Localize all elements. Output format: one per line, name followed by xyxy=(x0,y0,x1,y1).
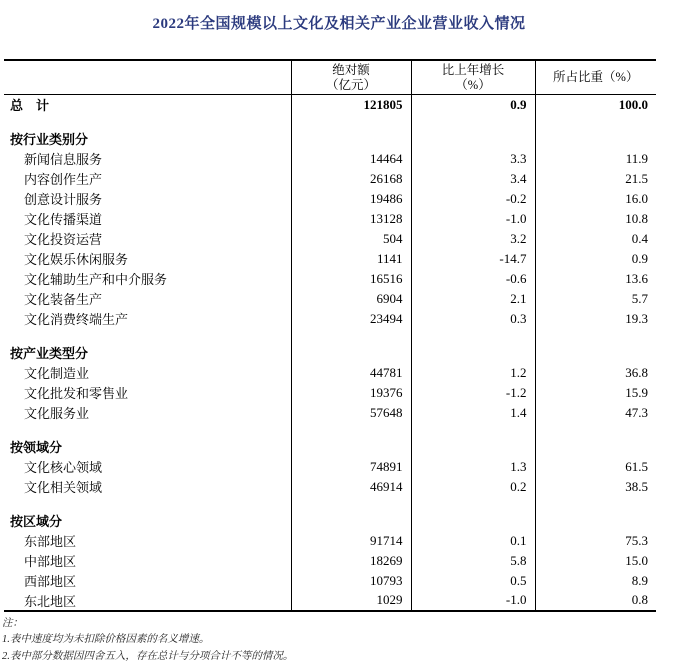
cell-share: 13.6 xyxy=(535,269,656,289)
cell-absolute-amount xyxy=(291,115,411,129)
row-label: 文化服务业 xyxy=(24,406,90,421)
cell-share: 10.8 xyxy=(535,209,656,229)
table-row xyxy=(4,383,656,403)
table-row xyxy=(4,457,656,477)
cell-share xyxy=(535,329,656,343)
cell-growth: 0.3 xyxy=(411,309,535,329)
cell-share xyxy=(535,115,656,129)
cell-share: 0.4 xyxy=(535,229,656,249)
cell-share: 19.3 xyxy=(535,309,656,329)
row-label: 内容创作生产 xyxy=(24,172,103,187)
cell-share: 15.0 xyxy=(535,551,656,571)
row-label: 总 计 xyxy=(10,98,50,114)
cell-share: 0.9 xyxy=(535,249,656,269)
row-label: 按行业类别分 xyxy=(10,132,89,147)
cell-growth: 1.2 xyxy=(411,363,535,383)
table-row xyxy=(4,289,656,309)
row-label: 西部地区 xyxy=(24,574,77,589)
cell-growth: 0.5 xyxy=(411,571,535,591)
section-header-row xyxy=(4,129,656,149)
table-row xyxy=(4,269,656,289)
cell-share: 11.9 xyxy=(535,149,656,169)
cell-growth xyxy=(411,423,535,437)
row-label xyxy=(4,329,291,343)
footnotes xyxy=(2,616,678,663)
row-label: 文化传播渠道 xyxy=(24,212,103,227)
cell-absolute-amount xyxy=(291,329,411,343)
table-row xyxy=(4,189,656,209)
row-label: 创意设计服务 xyxy=(24,192,103,207)
cell-absolute-amount xyxy=(291,129,411,149)
cell-absolute-amount: 1141 xyxy=(291,249,411,269)
table-row xyxy=(4,229,656,249)
spacer-row xyxy=(4,497,656,511)
cell-growth: -1.0 xyxy=(411,209,535,229)
cell-growth xyxy=(411,343,535,363)
table-row xyxy=(4,249,656,269)
cell-absolute-amount: 16516 xyxy=(291,269,411,289)
cell-share xyxy=(535,437,656,457)
cell-absolute-amount: 74891 xyxy=(291,457,411,477)
cell-share: 38.5 xyxy=(535,477,656,497)
table-row xyxy=(4,95,656,115)
cell-growth: 2.1 xyxy=(411,289,535,309)
cell-share: 15.9 xyxy=(535,383,656,403)
header-absolute-line1: 绝对额 xyxy=(332,62,370,77)
table-row xyxy=(4,209,656,229)
table-row xyxy=(4,571,656,591)
cell-absolute-amount: 1029 xyxy=(291,591,411,611)
row-label: 文化装备生产 xyxy=(24,292,103,307)
page-title: 2022年全国规模以上文化及相关产业企业营业收入情况 xyxy=(152,16,526,32)
cell-growth: -1.0 xyxy=(411,591,535,611)
notes-label: 注： xyxy=(2,617,23,629)
cell-growth xyxy=(411,329,535,343)
cell-growth xyxy=(411,129,535,149)
cell-absolute-amount xyxy=(291,423,411,437)
table-row xyxy=(4,149,656,169)
cell-share xyxy=(535,511,656,531)
cell-absolute-amount: 14464 xyxy=(291,149,411,169)
row-label: 文化相关领域 xyxy=(24,480,103,495)
header-share xyxy=(535,60,656,95)
cell-growth: -0.2 xyxy=(411,189,535,209)
header-indicator-empty xyxy=(4,60,291,95)
cell-growth: -14.7 xyxy=(411,249,535,269)
header-growth-line2: （%） xyxy=(455,77,491,92)
cell-absolute-amount: 10793 xyxy=(291,571,411,591)
cell-absolute-amount xyxy=(291,511,411,531)
cell-share: 21.5 xyxy=(535,169,656,189)
cell-absolute-amount xyxy=(291,343,411,363)
row-label: 文化消费终端生产 xyxy=(24,312,129,327)
table-body xyxy=(4,95,656,611)
cell-growth: -0.6 xyxy=(411,269,535,289)
table-row xyxy=(4,169,656,189)
cell-absolute-amount: 46914 xyxy=(291,477,411,497)
table-row xyxy=(4,363,656,383)
row-label: 按产业类型分 xyxy=(10,346,89,361)
cell-growth xyxy=(411,115,535,129)
cell-growth: 3.2 xyxy=(411,229,535,249)
cell-growth: 1.4 xyxy=(411,403,535,423)
cell-growth: 1.3 xyxy=(411,457,535,477)
cell-absolute-amount: 13128 xyxy=(291,209,411,229)
cell-growth xyxy=(411,497,535,511)
cell-share xyxy=(535,343,656,363)
row-label: 文化批发和零售业 xyxy=(24,386,129,401)
cell-share: 61.5 xyxy=(535,457,656,477)
header-share-line1: 所占比重（%） xyxy=(553,70,639,84)
header-absolute-amount xyxy=(291,60,411,95)
section-header-row xyxy=(4,343,656,363)
cell-absolute-amount: 19376 xyxy=(291,383,411,403)
cell-growth: 0.9 xyxy=(411,95,535,115)
row-label: 文化核心领域 xyxy=(24,460,103,475)
cell-share xyxy=(535,129,656,149)
row-label: 东北地区 xyxy=(24,593,77,609)
row-label xyxy=(4,115,291,129)
cell-absolute-amount: 57648 xyxy=(291,403,411,423)
row-label: 文化投资运营 xyxy=(24,232,103,247)
cell-absolute-amount: 23494 xyxy=(291,309,411,329)
cell-absolute-amount: 19486 xyxy=(291,189,411,209)
cell-absolute-amount: 91714 xyxy=(291,531,411,551)
cell-growth xyxy=(411,511,535,531)
cell-growth: 0.1 xyxy=(411,531,535,551)
header-row xyxy=(4,60,656,95)
cell-absolute-amount: 504 xyxy=(291,229,411,249)
section-header-row xyxy=(4,437,656,457)
cell-growth: 5.8 xyxy=(411,551,535,571)
table-row xyxy=(4,403,656,423)
table-row xyxy=(4,591,656,611)
cell-share xyxy=(535,497,656,511)
cell-growth: 0.2 xyxy=(411,477,535,497)
cell-share: 36.8 xyxy=(535,363,656,383)
cell-absolute-amount: 26168 xyxy=(291,169,411,189)
cell-share: 5.7 xyxy=(535,289,656,309)
cell-absolute-amount: 121805 xyxy=(291,95,411,115)
row-label: 按领域分 xyxy=(10,440,63,455)
note-1: 1.表中速度均为未扣除价格因素的名义增速。 xyxy=(2,634,210,645)
spacer-row xyxy=(4,329,656,343)
row-label xyxy=(4,423,291,437)
header-absolute-line2: （亿元） xyxy=(325,77,376,92)
cell-share: 47.3 xyxy=(535,403,656,423)
cell-absolute-amount xyxy=(291,497,411,511)
table-row xyxy=(4,477,656,497)
cell-share xyxy=(535,423,656,437)
header-growth xyxy=(411,60,535,95)
spacer-row xyxy=(4,423,656,437)
header-growth-line1: 比上年增长 xyxy=(441,62,505,77)
cell-growth: 3.4 xyxy=(411,169,535,189)
cell-absolute-amount: 6904 xyxy=(291,289,411,309)
cell-share: 0.8 xyxy=(535,591,656,611)
row-label: 中部地区 xyxy=(24,554,77,569)
row-label xyxy=(4,497,291,511)
cell-growth: 3.3 xyxy=(411,149,535,169)
spacer-row xyxy=(4,115,656,129)
section-header-row xyxy=(4,511,656,531)
cell-absolute-amount xyxy=(291,437,411,457)
table-row xyxy=(4,309,656,329)
cell-share: 75.3 xyxy=(535,531,656,551)
cell-growth xyxy=(411,437,535,457)
row-label: 东部地区 xyxy=(24,534,77,549)
row-label: 文化辅助生产和中介服务 xyxy=(24,272,168,287)
cell-absolute-amount: 44781 xyxy=(291,363,411,383)
cell-share: 8.9 xyxy=(535,571,656,591)
table-row xyxy=(4,531,656,551)
cell-absolute-amount: 18269 xyxy=(291,551,411,571)
note-2: 2.表中部分数据因四舍五入，存在总计与分项合计不等的情况。 xyxy=(2,650,294,662)
cell-share: 16.0 xyxy=(535,189,656,209)
cell-growth: -1.2 xyxy=(411,383,535,403)
row-label: 文化娱乐休闲服务 xyxy=(24,252,129,267)
row-label: 按区域分 xyxy=(10,514,63,529)
cell-share: 100.0 xyxy=(535,95,656,115)
statistics-table xyxy=(4,59,656,612)
row-label: 新闻信息服务 xyxy=(24,152,103,167)
table-header xyxy=(4,60,656,95)
row-label: 文化制造业 xyxy=(24,366,90,381)
table-row xyxy=(4,551,656,571)
